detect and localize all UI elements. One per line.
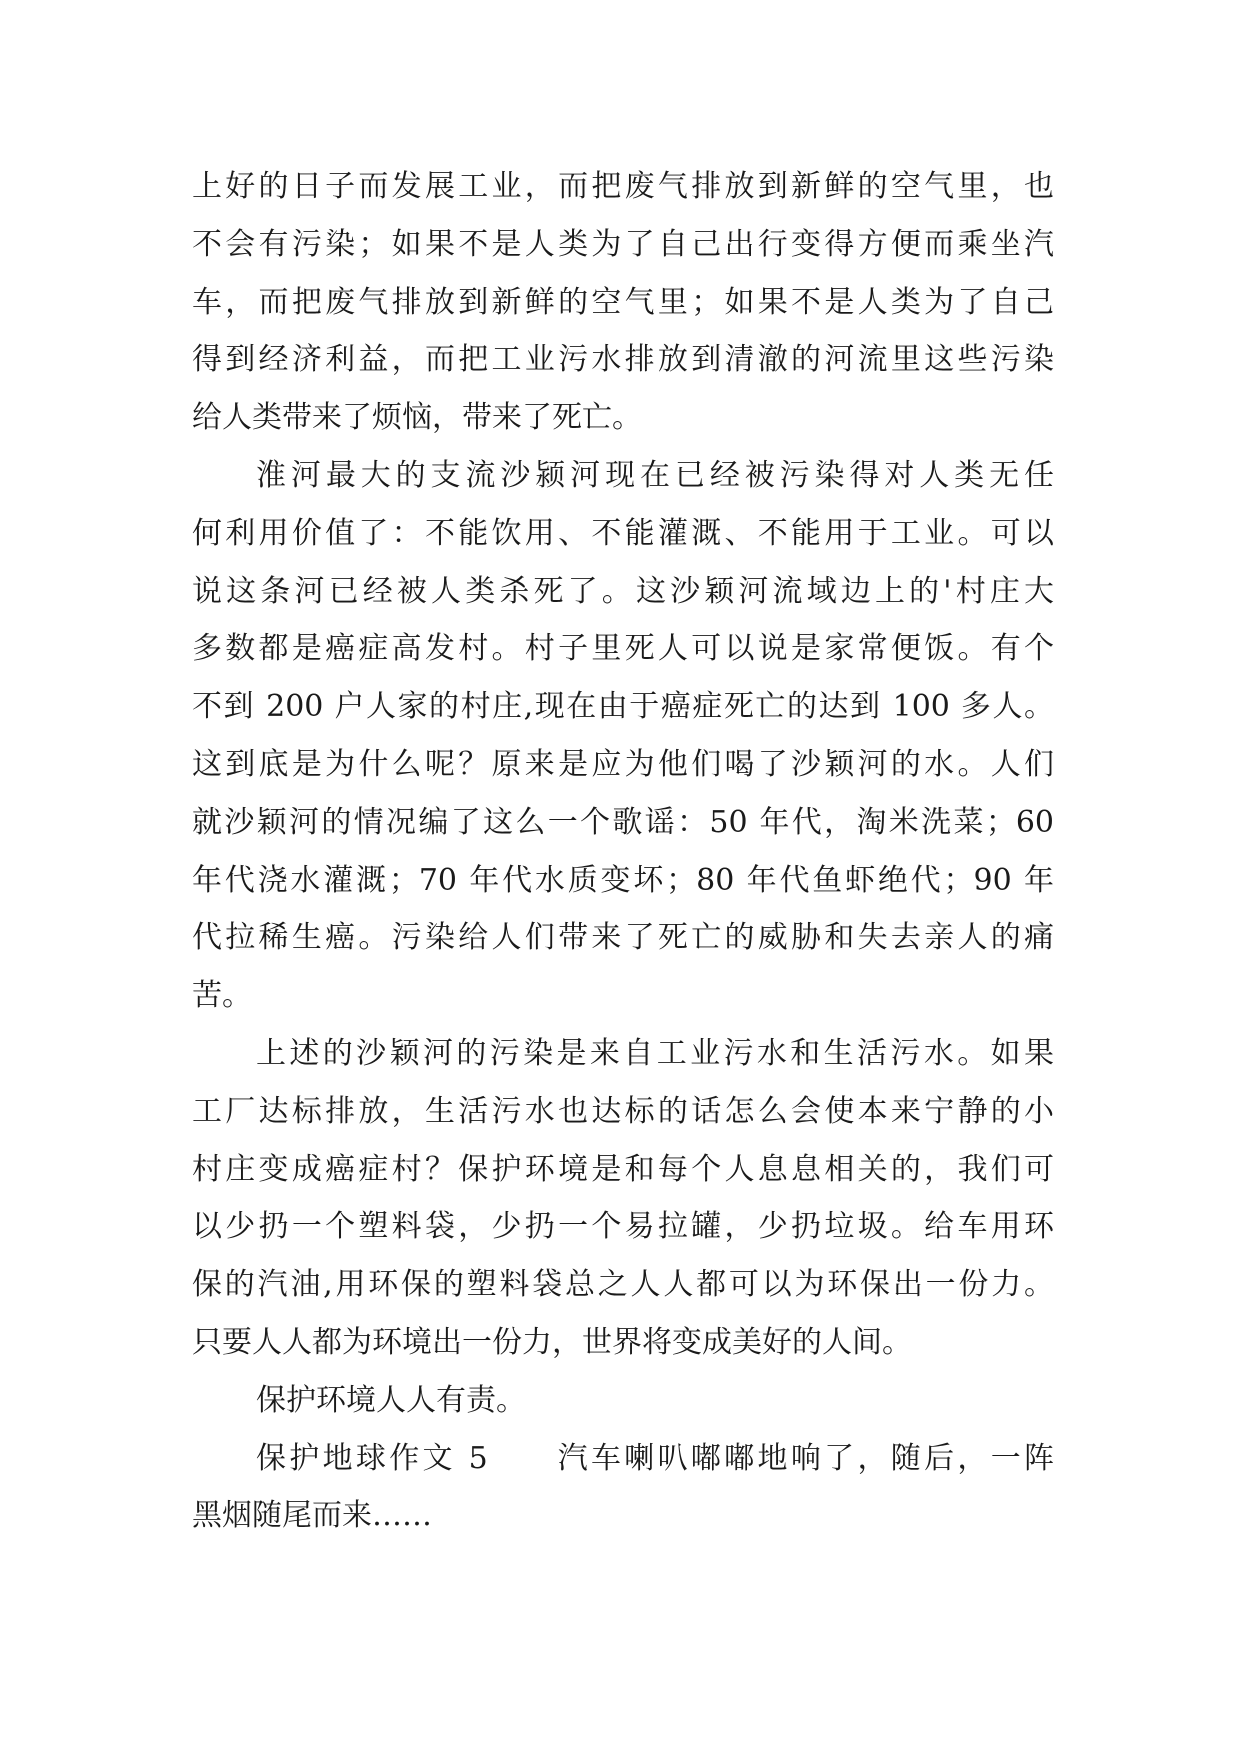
text-line: 多数都是癌症高发村。村子里死人可以说是家常便饭。有个 — [192, 631, 1054, 667]
text-line: 保护地球作文 5 汽车喇叭嘟嘟地响了，随后，一阵 — [256, 1440, 1054, 1476]
text-line: 年代浇水灌溉；70 年代水质变坏；80 年代鱼虾绝代；90 年 — [192, 862, 1054, 898]
text-line: 淮河最大的支流沙颍河现在已经被污染得对人类无任 — [256, 457, 1054, 493]
text-line: 黑烟随尾而来…… — [192, 1498, 432, 1534]
text-line: 以少扔一个塑料袋，少扔一个易拉罐，少扔垃圾。给车用环 — [192, 1209, 1054, 1245]
text-line: 这到底是为什么呢？原来是应为他们喝了沙颖河的水。人们 — [192, 746, 1054, 782]
text-line: 保护环境人人有责。 — [256, 1382, 526, 1418]
text-line: 村庄变成癌症村？保护环境是和每个人息息相关的，我们可 — [192, 1151, 1054, 1187]
text-line: 说这条河已经被人类杀死了。这沙颖河流域边上的'村庄大 — [192, 573, 1054, 609]
text-line: 车，而把废气排放到新鲜的空气里；如果不是人类为了自己 — [192, 284, 1054, 320]
text-line: 保的汽油,用环保的塑料袋总之人人都可以为环保出一份力。 — [192, 1267, 1054, 1303]
text-line: 工厂达标排放，生活污水也达标的话怎么会使本来宁静的小 — [192, 1093, 1054, 1129]
text-line: 上好的日子而发展工业，而把废气排放到新鲜的空气里，也 — [192, 169, 1054, 204]
text-line: 不会有污染；如果不是人类为了自己出行变得方便而乘坐汽 — [192, 226, 1054, 262]
text-line: 不到 200 户人家的村庄,现在由于癌症死亡的达到 100 多人。 — [192, 689, 1054, 725]
text-line: 上述的沙颖河的污染是来自工业污水和生活污水。如果 — [256, 1035, 1054, 1071]
text-line: 只要人人都为环境出一份力，世界将变成美好的人间。 — [192, 1324, 912, 1360]
text-line: 何利用价值了：不能饮用、不能灌溉、不能用于工业。可以 — [192, 515, 1054, 551]
text-line: 就沙颖河的情况编了这么一个歌谣：50 年代，淘米洗菜；60 — [192, 804, 1054, 840]
text-line: 得到经济利益，而把工业污水排放到清澈的河流里这些污染 — [192, 342, 1054, 378]
essay-body — [192, 158, 1054, 1545]
text-line: 苦。 — [192, 978, 252, 1014]
text-line: 代拉稀生癌。污染给人们带来了死亡的威胁和失去亲人的痛 — [192, 920, 1054, 956]
text-line: 给人类带来了烦恼，带来了死亡。 — [192, 400, 642, 436]
